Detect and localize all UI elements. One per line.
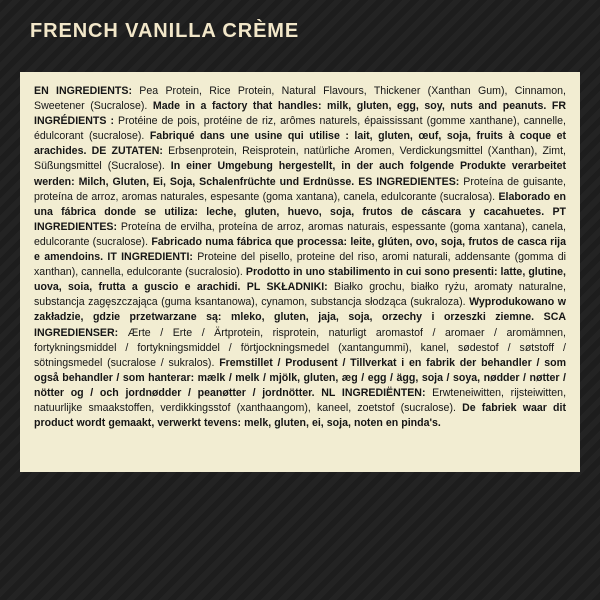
footer-strip	[0, 472, 600, 600]
ingredients-text: EN INGREDIENTS: Pea Protein, Rice Protein, Natural Flavours, Thickener (Xanthan Gum), Cinnamon, Sweetener (Sucralose). Made in a factory that handles: milk, gluten, egg, soy, nuts and peanuts. FR INGRÉDIENTS : Protéine de pois, protéine de riz, arômes naturels, épaississant (gomme xanthane), cannelle, édulcorant (sucralose). Fabriqué dans une usine qui utilise : lait, gluten, œuf, soja, fruits à coque et arachides. DE ZUTATEN: Erbsenprotein, Reisprotein, natürliche Aromen, Verdickungsmittel (Xanthan), Zimt, Süßungsmittel (Sucralose). In einer Umgebung hergestellt, in der auch folgende Produkte verarbeitet werden: Milch, Gluten, Ei, Soja, Schalenfrüchte und Erdnüsse. ES INGREDIENTES: Proteína de guisante, proteína de arroz, aromas naturales, espesante (goma xantana), canela, edulcorante (sucralosa). Elaborado en una fábrica donde se utiliza: leche, gluten, huevo, soja, frutos de cáscara y cacahuetes. PT INGREDIENTES: Proteína de ervilha, proteína de arroz, aromas naturais, espessante (goma xantana), canela, edulcorante (sucralose). Fabricado numa fábrica que processa: leite, glúten, ovo, soja, frutos de casca rija e amendoins. IT INGREDIENTI: Proteine del pisello, proteine del riso, aromi naturali, addensante (gomma di xanthan), cannella, edulcorante (sucralosio). Prodotto in uno stabilimento in cui sono presenti: latte, glutine, uova, soia, frutta a guscio e arachidi. PL SKŁADNIKI: Białko grochu, białko ryżu, aromaty naturalne, substancja zagęszczająca (guma ksantanowa), cynamon, substancja słodząca (sukraloza). Wyprodukowano w zakładzie, gdzie przetwarzane są: mleko, gluten, jaja, soja, orzechy i orzeszki ziemne. SCA INGREDIENSER: Ærte / Erte / Ärtprotein, risprotein, naturligt aromastof / aromaer / aromämnen, fortykningsmiddel / fortykningsmiddel / förtjockningsmedel (xantangummi), kanel, sødestof / søtstoff / sötningsmedel (sucralose / sukralos). Fremstillet / Produsent / Tillverkat i en fabrik der behandler / som også behandler / som hanterar: mælk / melk / mjölk, gluten, æg / egg / ägg, soja / soya, nødder / nøtter / nötter og / och jordnødder / peanøtter / jordnötter. NL INGREDIËNTEN: Erwteneiwitten, rijsteiwitten, natuurlijke smaakstoffen, verdikkingsstof (xanthaangom), kaneel, zoetstof (sucralose). De fabriek waar dit product wordt gemaakt, verwerkt tevens: melk, gluten, ei, soja, noten en pinda's.	[34, 85, 567, 430]
page-title: FRENCH VANILLA CRÈME	[30, 19, 300, 42]
title-bar	[0, 0, 600, 62]
ingredients-panel	[20, 72, 580, 472]
